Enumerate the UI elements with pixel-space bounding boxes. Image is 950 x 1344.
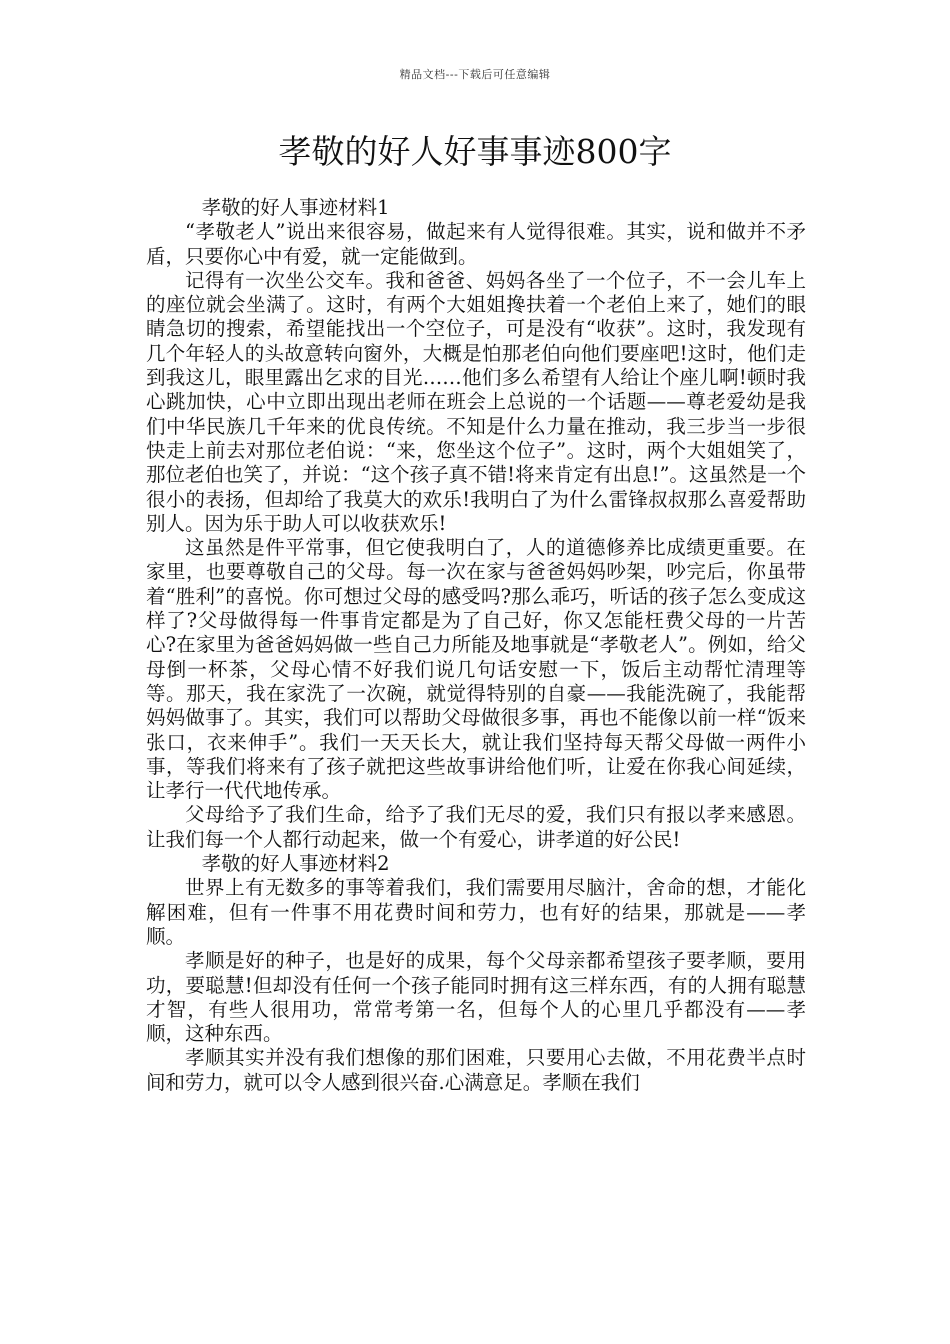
body-paragraph: 这虽然是件平常事，但它使我明白了，人的道德修养比成绩更重要。在家里，也要尊敬自己的父母。每一次在家与爸爸妈妈吵架，吵完后，你虽带着“胜利”的喜悦。你可想过父母的感受吗?那么乖巧，听话的孩子怎么变成这样了?父母做得每一件事肯定都是为了自己好，你又怎能枉费父母的一片苦心?在家里为爸爸妈妈做一些自己力所能及地事就是“孝敬老人”。例如，给父母倒一杯茶，父母心情不好我们说几句话安慰一下，饭后主动帮忙清理等等。那天，我在家洗了一次碗，就觉得特别的自豪——我能洗碗了，我能帮妈妈做事了。其实，我们可以帮助父母做很多事，再也不能像以前一样“饭来张口，衣来伸手”。我们一天天长大，就让我们坚持每天帮父母做一两件小事，等我们将来有了孩子就把这些故事讲给他们听，让爱在你我心间延续，让孝行一代代地传承。 bbox=[146, 536, 806, 803]
body-paragraph: 父母给予了我们生命，给予了我们无尽的爱，我们只有报以孝来感恩。让我们每一个人都行动起来，做一个有爱心，讲孝道的好公民! bbox=[146, 803, 806, 851]
section-heading: 孝敬的好人事迹材料2 bbox=[201, 852, 390, 876]
section-heading: 孝敬的好人事迹材料1 bbox=[201, 196, 390, 219]
document-body bbox=[146, 196, 806, 1095]
body-paragraph: 记得有一次坐公交车。我和爸爸、妈妈各坐了一个位子，不一会儿车上的座位就会坐满了。这时，有两个大姐姐搀扶着一个老伯上来了，她们的眼睛急切的搜索，希望能找出一个空位子，可是没有“收获”。这时，我发现有几个年轻人的头故意转向窗外，大概是怕那老伯向他们要座吧!这时，他们走到我这儿，眼里露出乞求的目光……他们多么希望有人给让个座儿啊!顿时我心跳加快，心中立即出现出老师在班会上总说的一个话题——尊老爱幼是我们中华民族几千年来的优良传统。不知是什么力量在推动，我三步当一步很快走上前去对那位老伯说：“来，您坐这个位子”。这时，两个大姐姐笑了，那位老伯也笑了，并说：“这个孩子真不错!将来肯定有出息!”。这虽然是一个很小的表扬，但却给了我莫大的欢乐!我明白了为什么雷锋叔叔那么喜爱帮助别人。因为乐于助人可以收获欢乐! bbox=[146, 268, 806, 535]
body-paragraph: 世界上有无数多的事等着我们，我们需要用尽脑汁，舍命的想，才能化解困难，但有一件事不用花费时间和劳力，也有好的结果，那就是——孝顺。 bbox=[146, 876, 806, 948]
page-header: 精品文档---下载后可任意编辑 bbox=[399, 68, 551, 81]
body-paragraph: 孝顺是好的种子，也是好的成果，每个父母亲都希望孩子要孝顺，要用功，要聪慧!但却没有任何一个孩子能同时拥有这三样东西，有的人拥有聪慧才智，有些人很用功，常常考第一名，但每个人的心里几乎都没有——孝顺，这种东西。 bbox=[146, 949, 806, 1046]
document-title: 孝敬的好人好事事迹800字 bbox=[278, 132, 672, 171]
body-paragraph: “孝敬老人”说出来很容易，做起来有人觉得很难。其实，说和做并不矛盾，只要你心中有爱，就一定能做到。 bbox=[146, 220, 806, 268]
body-paragraph: 孝顺其实并没有我们想像的那们困难，只要用心去做，不用花费半点时间和劳力，就可以令人感到很兴奋.心满意足。孝顺在我们 bbox=[146, 1046, 806, 1094]
